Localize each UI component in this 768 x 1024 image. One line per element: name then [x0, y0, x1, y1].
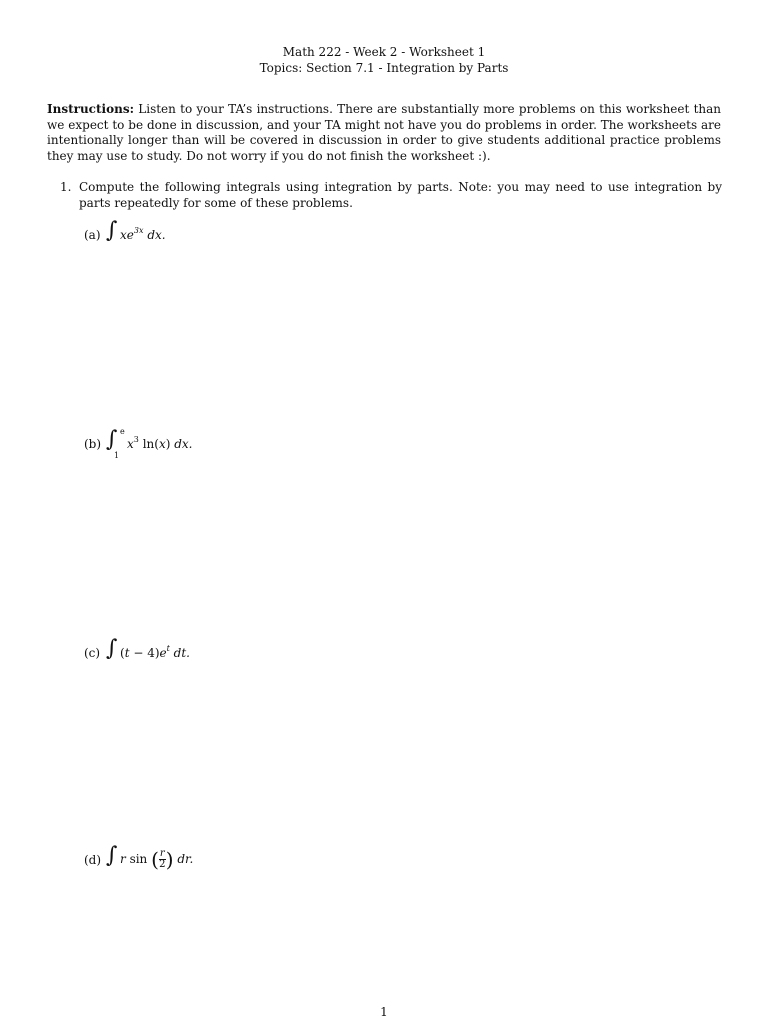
instructions-label: Instructions: [47, 102, 135, 116]
problem-1 [60, 180, 722, 211]
page-number: 1 [380, 1005, 388, 1019]
integral-expression-b: ∫ e 1 $x^3$ ln(x) dx. [106, 427, 193, 460]
instructions-text: Listen to your TA’s instructions. There are substantially more problems on this worksheet than we expect to be done in discussion, and your TA might not have you do problems in order. The worksheets are intentionally longer than will be covered in discussion in order to give students additional practice problems they may use to study. Do not worry if you do not finish the worksheet :). [47, 102, 721, 163]
part-label: (d) [84, 853, 102, 867]
worksheet-title: Math 222 - Week 2 - Worksheet 1 [282, 45, 486, 59]
integral-expression-a: ∫ $xe^{3x}$ dx. [106, 218, 166, 243]
upper-limit: e [120, 427, 125, 436]
worksheet-topics: Topics: Section 7.1 - Integration by Parts [259, 61, 509, 75]
part-label: (b) [84, 437, 102, 451]
lower-limit: 1 [114, 451, 120, 460]
integral-expression-c: ∫ $(t - 4)e^t$ dt. [106, 636, 190, 661]
problem-text: Compute the following integrals using integration by parts. Note: you may need to use integration by parts repeatedly for some of these problems. [79, 180, 722, 210]
part-label: (a) [84, 228, 101, 242]
problem-number: 1. [60, 180, 72, 194]
part-label: (c) [84, 646, 101, 660]
worksheet-header [0, 44, 768, 76]
integral-expression-d: ∫ r sin ( $\frac{r}{2}$ ) dr. [106, 843, 194, 871]
instructions-paragraph [47, 102, 721, 164]
